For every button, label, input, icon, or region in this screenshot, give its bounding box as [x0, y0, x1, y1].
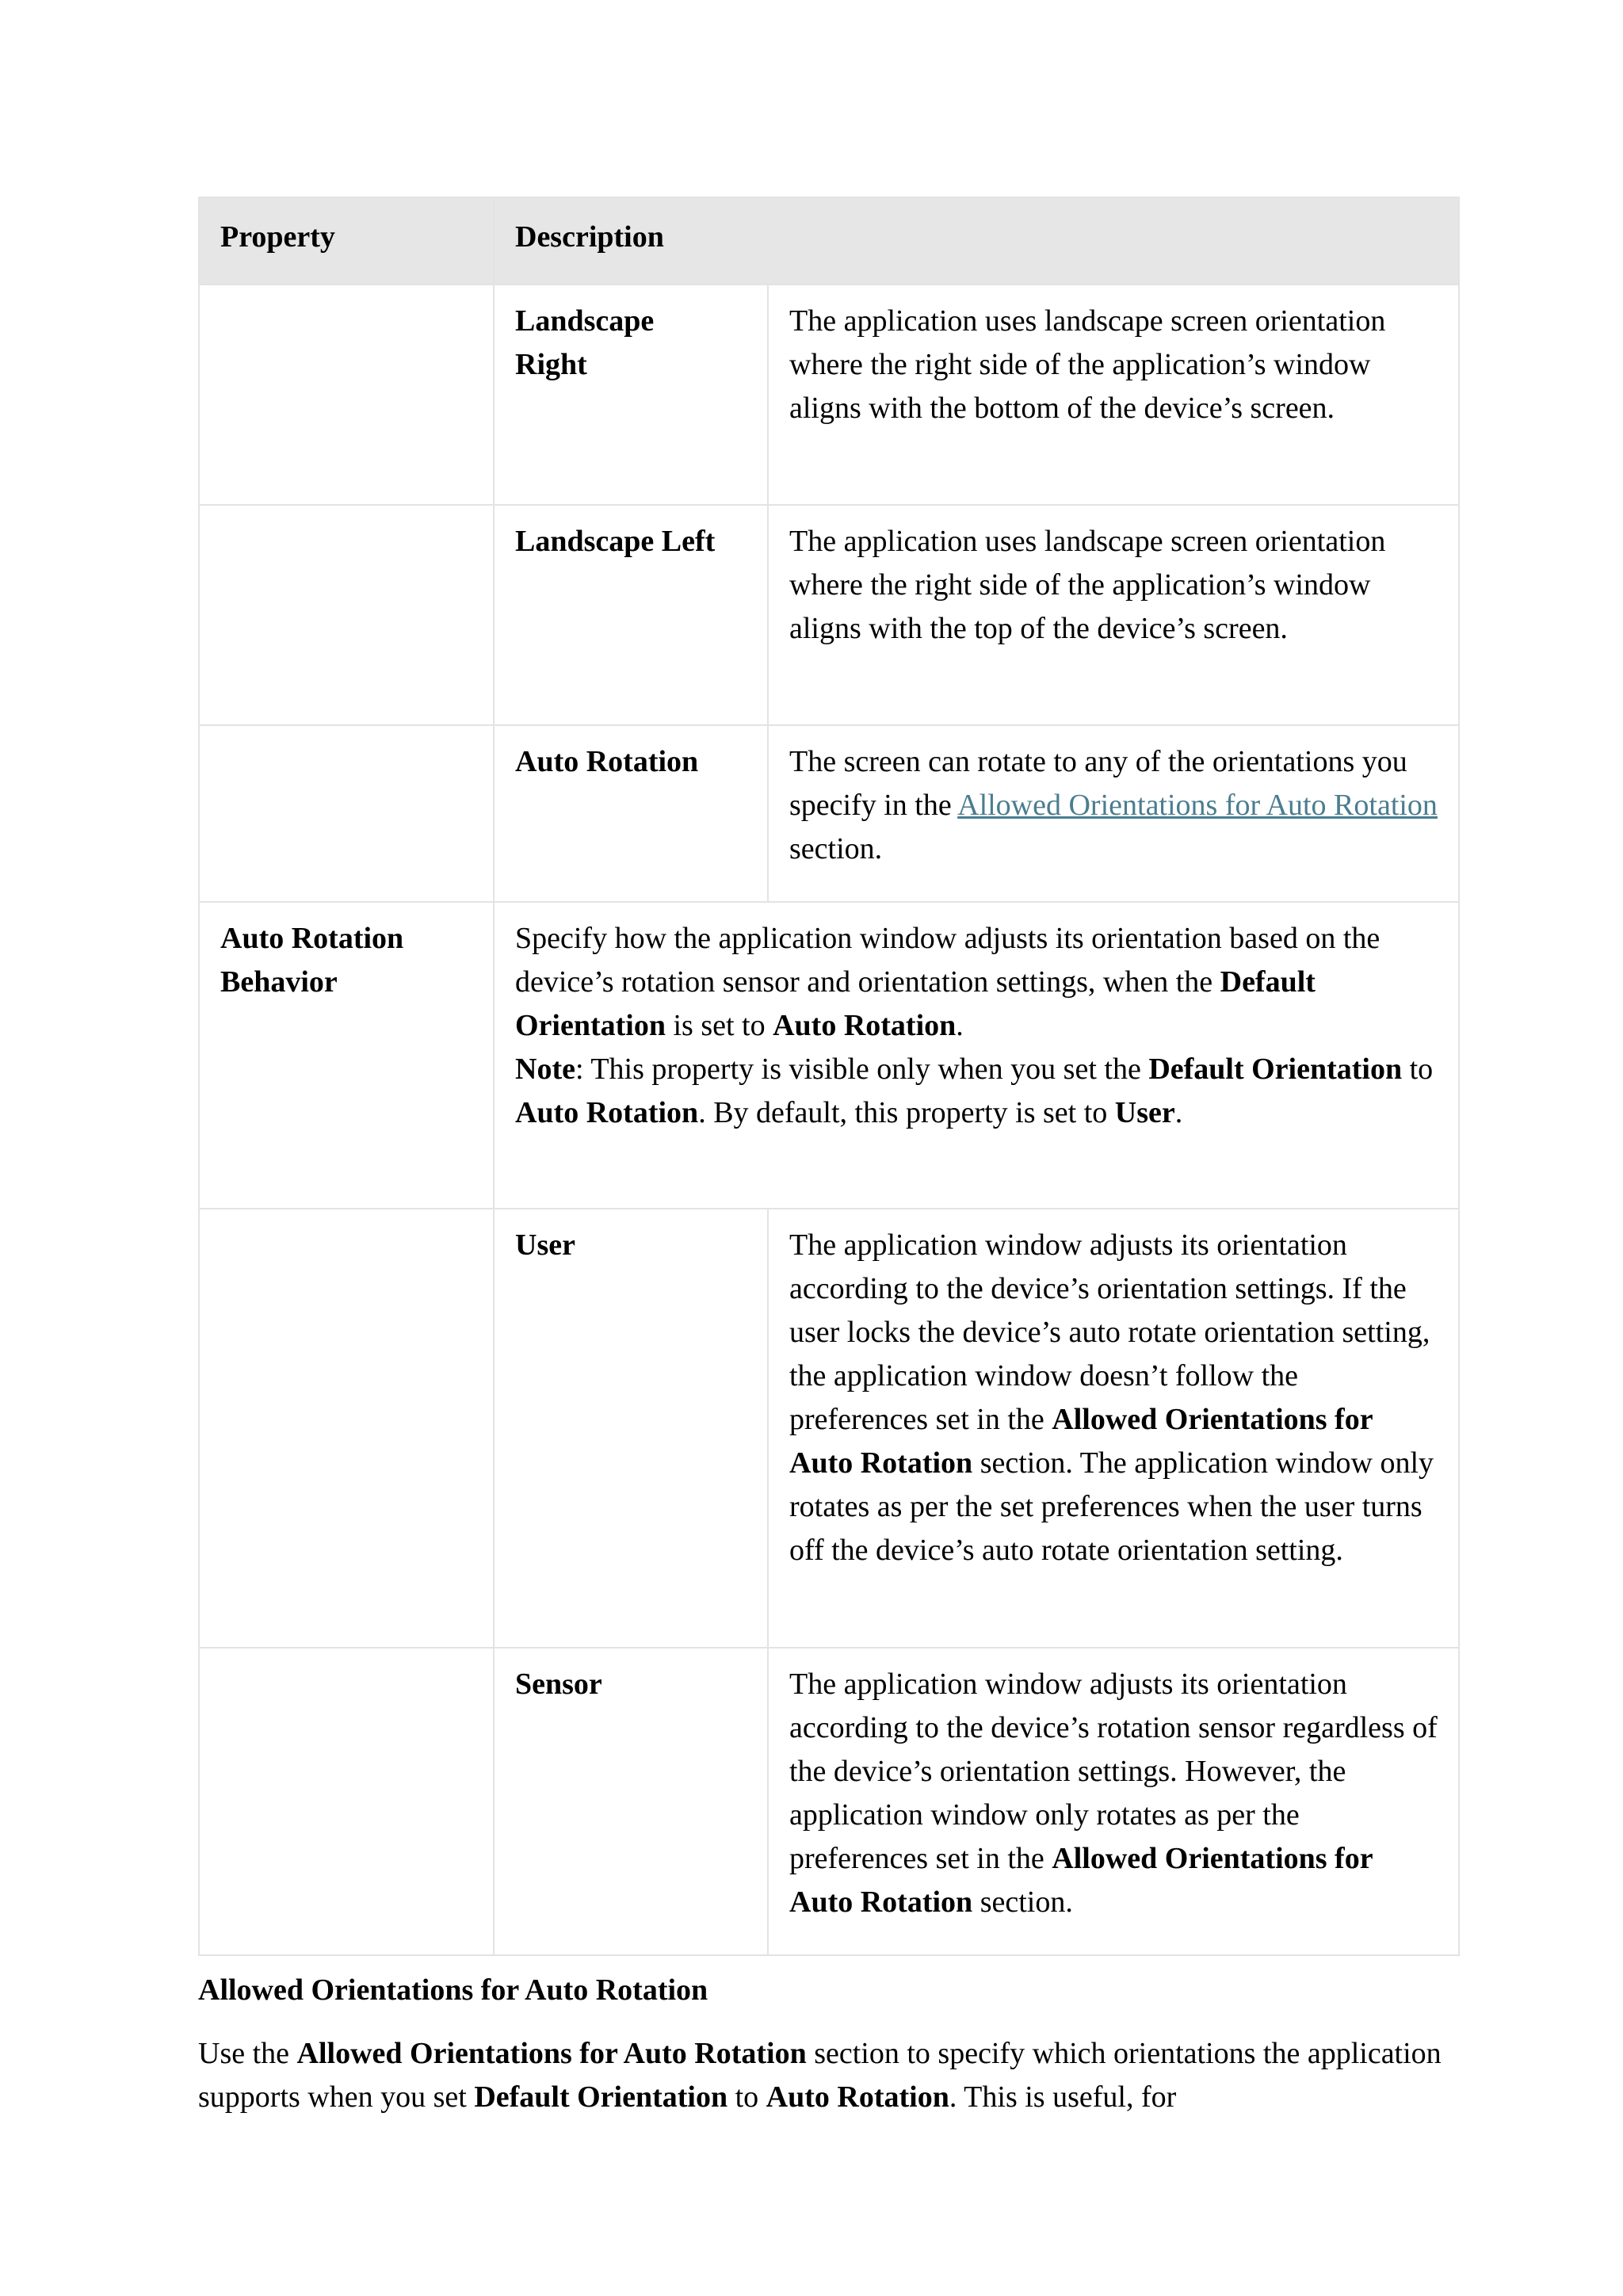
table-row [199, 1209, 1459, 1648]
description-cell [494, 902, 1459, 1209]
option-cell [494, 1209, 768, 1648]
description-cell [768, 725, 1459, 902]
option-name: User [515, 1228, 575, 1262]
table-header-row [199, 197, 1459, 285]
option-description: The application uses landscape screen orientation where the right side of the application’s window aligns with the bottom of the device’s screen. [789, 304, 1386, 425]
table-row [199, 505, 1459, 725]
option-cell [494, 725, 768, 902]
property-description: Specify how the application window adjusts its orientation based on the device’s rotation sensor and orientation settings, when the Default Orientation is set to Auto Rotation. Note: This property is visible only when you set the Default Orientation to Auto Rotation. By default, this property is set to User. [515, 922, 1434, 1129]
option-name: Auto Rotation [515, 745, 699, 778]
properties-table [198, 197, 1460, 1956]
property-cell [199, 1648, 494, 1955]
property-cell [199, 902, 494, 1209]
note-label: Note [515, 1052, 575, 1086]
description-cell [768, 505, 1459, 725]
option-description: The application uses landscape screen orientation where the right side of the application’s window aligns with the top of the device’s screen. [789, 525, 1386, 645]
property-cell [199, 285, 494, 505]
option-description: The screen can rotate to any of the orientations you specify in the Allowed Orientations for Auto Rotation section. [789, 745, 1438, 865]
property-name: Auto Rotation Behavior [220, 922, 404, 999]
document-page [198, 197, 1458, 2119]
section-heading: Allowed Orientations for Auto Rotation [198, 1973, 708, 2007]
table-row [199, 285, 1459, 505]
table-row [199, 725, 1459, 902]
option-cell [494, 505, 768, 725]
option-description: The application window adjusts its orientation according to the device’s rotation sensor regardless of the device’s orientation settings. However, the application window only rotates as per the preferences set in the Allowed Orientations for Auto Rotation section. [789, 1668, 1438, 1919]
description-cell [768, 1648, 1459, 1955]
header-description: Description [494, 197, 1459, 285]
option-cell [494, 1648, 768, 1955]
description-cell [768, 285, 1459, 505]
property-cell [199, 1209, 494, 1648]
option-name: Landscape Right [515, 304, 655, 381]
table-row [199, 1648, 1459, 1955]
property-cell [199, 505, 494, 725]
table-row [199, 902, 1459, 1209]
option-name: Landscape Left [515, 525, 716, 558]
option-cell [494, 285, 768, 505]
option-description: The application window adjusts its orientation according to the device’s orientation settings. If the user locks the device’s auto rotate orientation setting, the application window doesn’t follow the preferences set in the Allowed Orientations for Auto Rotation section. The application window only rotates as per the set preferences when the user turns off the device’s auto rotate orientation setting. [789, 1228, 1434, 1567]
property-cell [199, 725, 494, 902]
section-paragraph: Use the Allowed Orientations for Auto Rotation section to specify which orientations the application supports when you set Default Orientation to Auto Rotation. This is useful, for [198, 2037, 1442, 2114]
allowed-orientations-link[interactable]: Allowed Orientations for Auto Rotation [957, 789, 1438, 822]
header-property: Property [199, 197, 494, 285]
description-cell [768, 1209, 1459, 1648]
option-name: Sensor [515, 1668, 602, 1701]
